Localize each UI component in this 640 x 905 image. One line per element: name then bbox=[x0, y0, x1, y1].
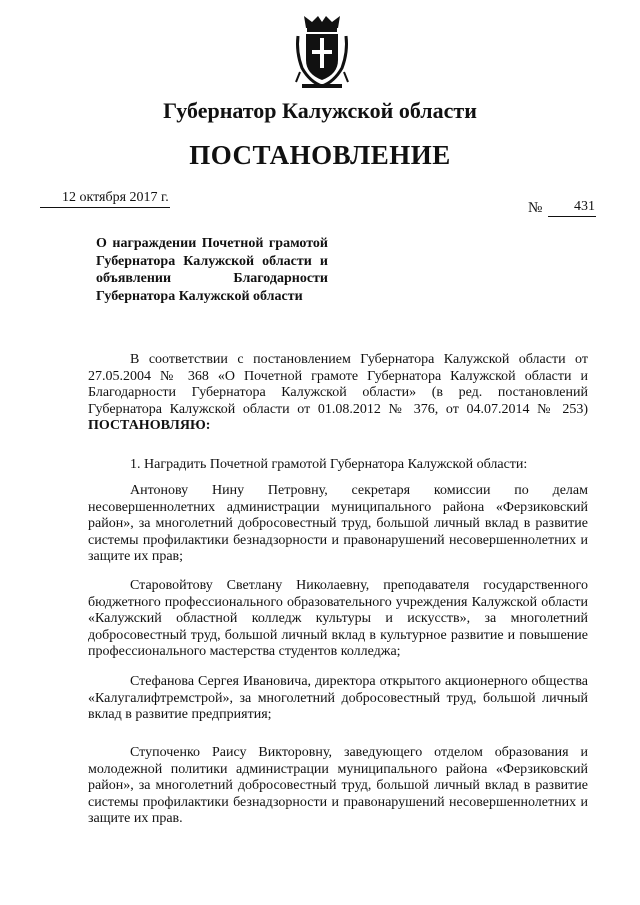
coat-of-arms-icon bbox=[294, 12, 350, 90]
date-underline bbox=[40, 207, 170, 208]
issuing-authority: Губернатор Калужской области bbox=[163, 98, 477, 123]
number-underline bbox=[548, 216, 596, 217]
document-subject: О награждении Почетной грамотой Губернатора Калужской области и объявлении Благодарности Губернатора Калужской области bbox=[96, 236, 328, 304]
awardee-paragraph: Антонову Нину Петровну, секретаря комиссии по делам несовершеннолетних администрации муниципального района «Ферзиковский район», за многолетний добросовестный труд, большой личный вклад в развитие системы профилактики безнадзорности и правонарушений несовершеннолетних и защите их прав; bbox=[88, 483, 588, 564]
awardee-paragraph: Старовойтову Светлану Николаевну, преподавателя государственного бюджетного профессионального образовательного учреждения Калужской области «Калужский областной колледж культуры и искусств», за многолетний добросовестный труд, большой личный вклад в культурное развитие и повышение профессионального мастерства студентов колледжа; bbox=[88, 578, 588, 659]
preamble-paragraph bbox=[88, 352, 588, 435]
number-sign: № bbox=[528, 200, 543, 216]
preamble-text: В соответствии с постановлением Губернатора Калужской области от 27.05.2004 № 368 «О Почетной грамоте Губернатора Калужской области и Благодарности Губернатора Калужской области» (в ред. постановлений Губернатора Калужской области от 01.08.2012 № 376, от 04.07.2014 № 253) bbox=[88, 352, 588, 417]
document-number: 431 bbox=[574, 199, 595, 214]
awardee-paragraph: Ступоченко Раису Викторовну, заведующего отделом образования и молодежной политики администрации муниципального района «Ферзиковский район», за многолетний добросовестный труд, большой личный вклад в развитие системы профилактики безнадзорности и правонарушений несовершеннолетних и защите их прав. bbox=[88, 745, 588, 826]
document-type: ПОСТАНОВЛЕНИЕ bbox=[189, 140, 451, 170]
document-date: 12 октября 2017 г. bbox=[62, 190, 169, 205]
awardee-paragraph: Стефанова Сергея Ивановича, директора открытого акционерного общества «Калугалифтремстрой», за многолетний добросовестный труд, большой личный вклад в развитие предприятия; bbox=[88, 674, 588, 722]
resolve-keyword: ПОСТАНОВЛЯЮ: bbox=[88, 418, 211, 433]
point-1-heading: 1. Наградить Почетной грамотой Губернатора Калужской области: bbox=[130, 457, 528, 472]
